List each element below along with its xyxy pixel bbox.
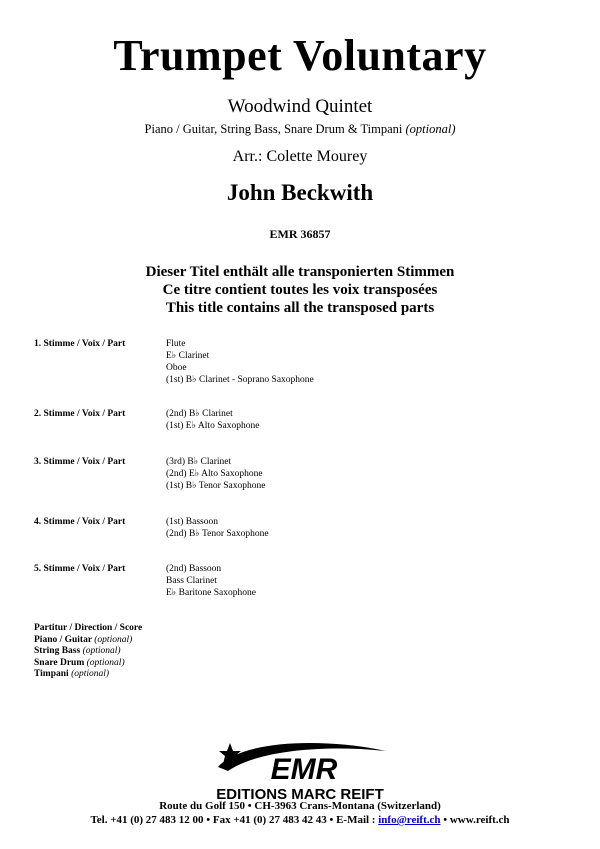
instrument-item: (2nd) B♭ Tenor Saxophone (166, 529, 269, 539)
part-instrument-list (166, 516, 269, 540)
notice-line-fr: Ce titre contient toutes les voix transposées (162, 282, 438, 298)
part-label: 1. Stimme / Voix / Part (34, 339, 126, 349)
instrument-item: (2nd) Bassoon (166, 564, 222, 574)
piano-entry (34, 635, 142, 647)
composer-name: John Beckwith (226, 180, 374, 205)
transposed-parts-notice (0, 263, 600, 317)
score-subtitle: Woodwind Quintet (227, 96, 373, 117)
part-instrument-list (166, 456, 265, 492)
arranger-credit: Arr.: Colette Mourey (232, 148, 368, 165)
instrument-item: E♭ Clarinet (166, 351, 210, 361)
part-instrument-list (166, 408, 259, 432)
optional-tag: (optional) (86, 657, 125, 668)
bass-label: String Bass (34, 646, 81, 656)
optional-tag: (optional) (82, 646, 121, 656)
website-text: • www.reift.ch (443, 814, 510, 826)
instrument-item: Flute (166, 339, 186, 349)
catalog-number: EMR 36857 (269, 227, 331, 241)
instrument-item: (2nd) E♭ Alto Saxophone (166, 469, 263, 479)
bass-entry (34, 646, 142, 658)
instrument-item: (3rd) B♭ Clarinet (166, 457, 232, 467)
email-link[interactable]: info@reift.ch (378, 814, 441, 826)
publisher-address: Route du Golf 150 • CH-3963 Crans-Montana (Switzerland) (159, 800, 441, 812)
instrumentation-optional: (optional) (405, 122, 456, 136)
additional-parts (34, 623, 142, 681)
part-label: 4. Stimme / Voix / Part (34, 517, 126, 527)
part-label: 5. Stimme / Voix / Part (34, 564, 126, 574)
part-instrument-list (166, 338, 314, 386)
instrument-item: (1st) Bassoon (166, 517, 218, 527)
notice-line-de: Dieser Titel enthält alle transponierten Stimmen (145, 264, 455, 280)
instrument-item: (1st) B♭ Clarinet - Soprano Saxophone (166, 375, 314, 385)
instrumentation-line (0, 122, 600, 137)
publisher-contact (0, 814, 600, 826)
instrument-item: (1st) E♭ Alto Saxophone (166, 421, 260, 431)
snare-label: Snare Drum (34, 657, 85, 668)
contact-text: Tel. +41 (0) 27 483 12 00 • Fax +41 (0) 27 483 42 43 • E-Mail : (90, 814, 376, 826)
logo-publisher-name: EDITIONS MARC REIFT (216, 786, 384, 803)
instrumentation-text: Piano / Guitar, String Bass, Snare Drum & Timpani (144, 122, 403, 136)
timpani-label: Timpani (34, 669, 69, 679)
notice-line-en: This title contains all the transposed parts (165, 300, 435, 316)
part-label: 2. Stimme / Voix / Part (34, 409, 126, 419)
instrument-item: Bass Clarinet (166, 576, 217, 586)
snare-entry (34, 658, 142, 670)
score-entry: Partitur / Direction / Score (34, 623, 143, 633)
logo-emr-text: EMR (270, 753, 338, 786)
part-label: 3. Stimme / Voix / Part (34, 457, 126, 467)
optional-tag: (optional) (71, 669, 110, 679)
instrument-item: (2nd) B♭ Clarinet (166, 409, 233, 419)
piano-label: Piano / Guitar (34, 634, 92, 645)
instrument-item: (1st) B♭ Tenor Saxophone (166, 481, 266, 491)
instrument-item: Oboe (166, 363, 187, 373)
timpani-entry (34, 669, 142, 681)
part-instrument-list (166, 563, 256, 599)
instrument-item: E♭ Baritone Saxophone (166, 588, 256, 598)
emr-logo (200, 737, 400, 803)
optional-tag: (optional) (94, 634, 133, 645)
score-title: Trumpet Voluntary (113, 31, 487, 80)
